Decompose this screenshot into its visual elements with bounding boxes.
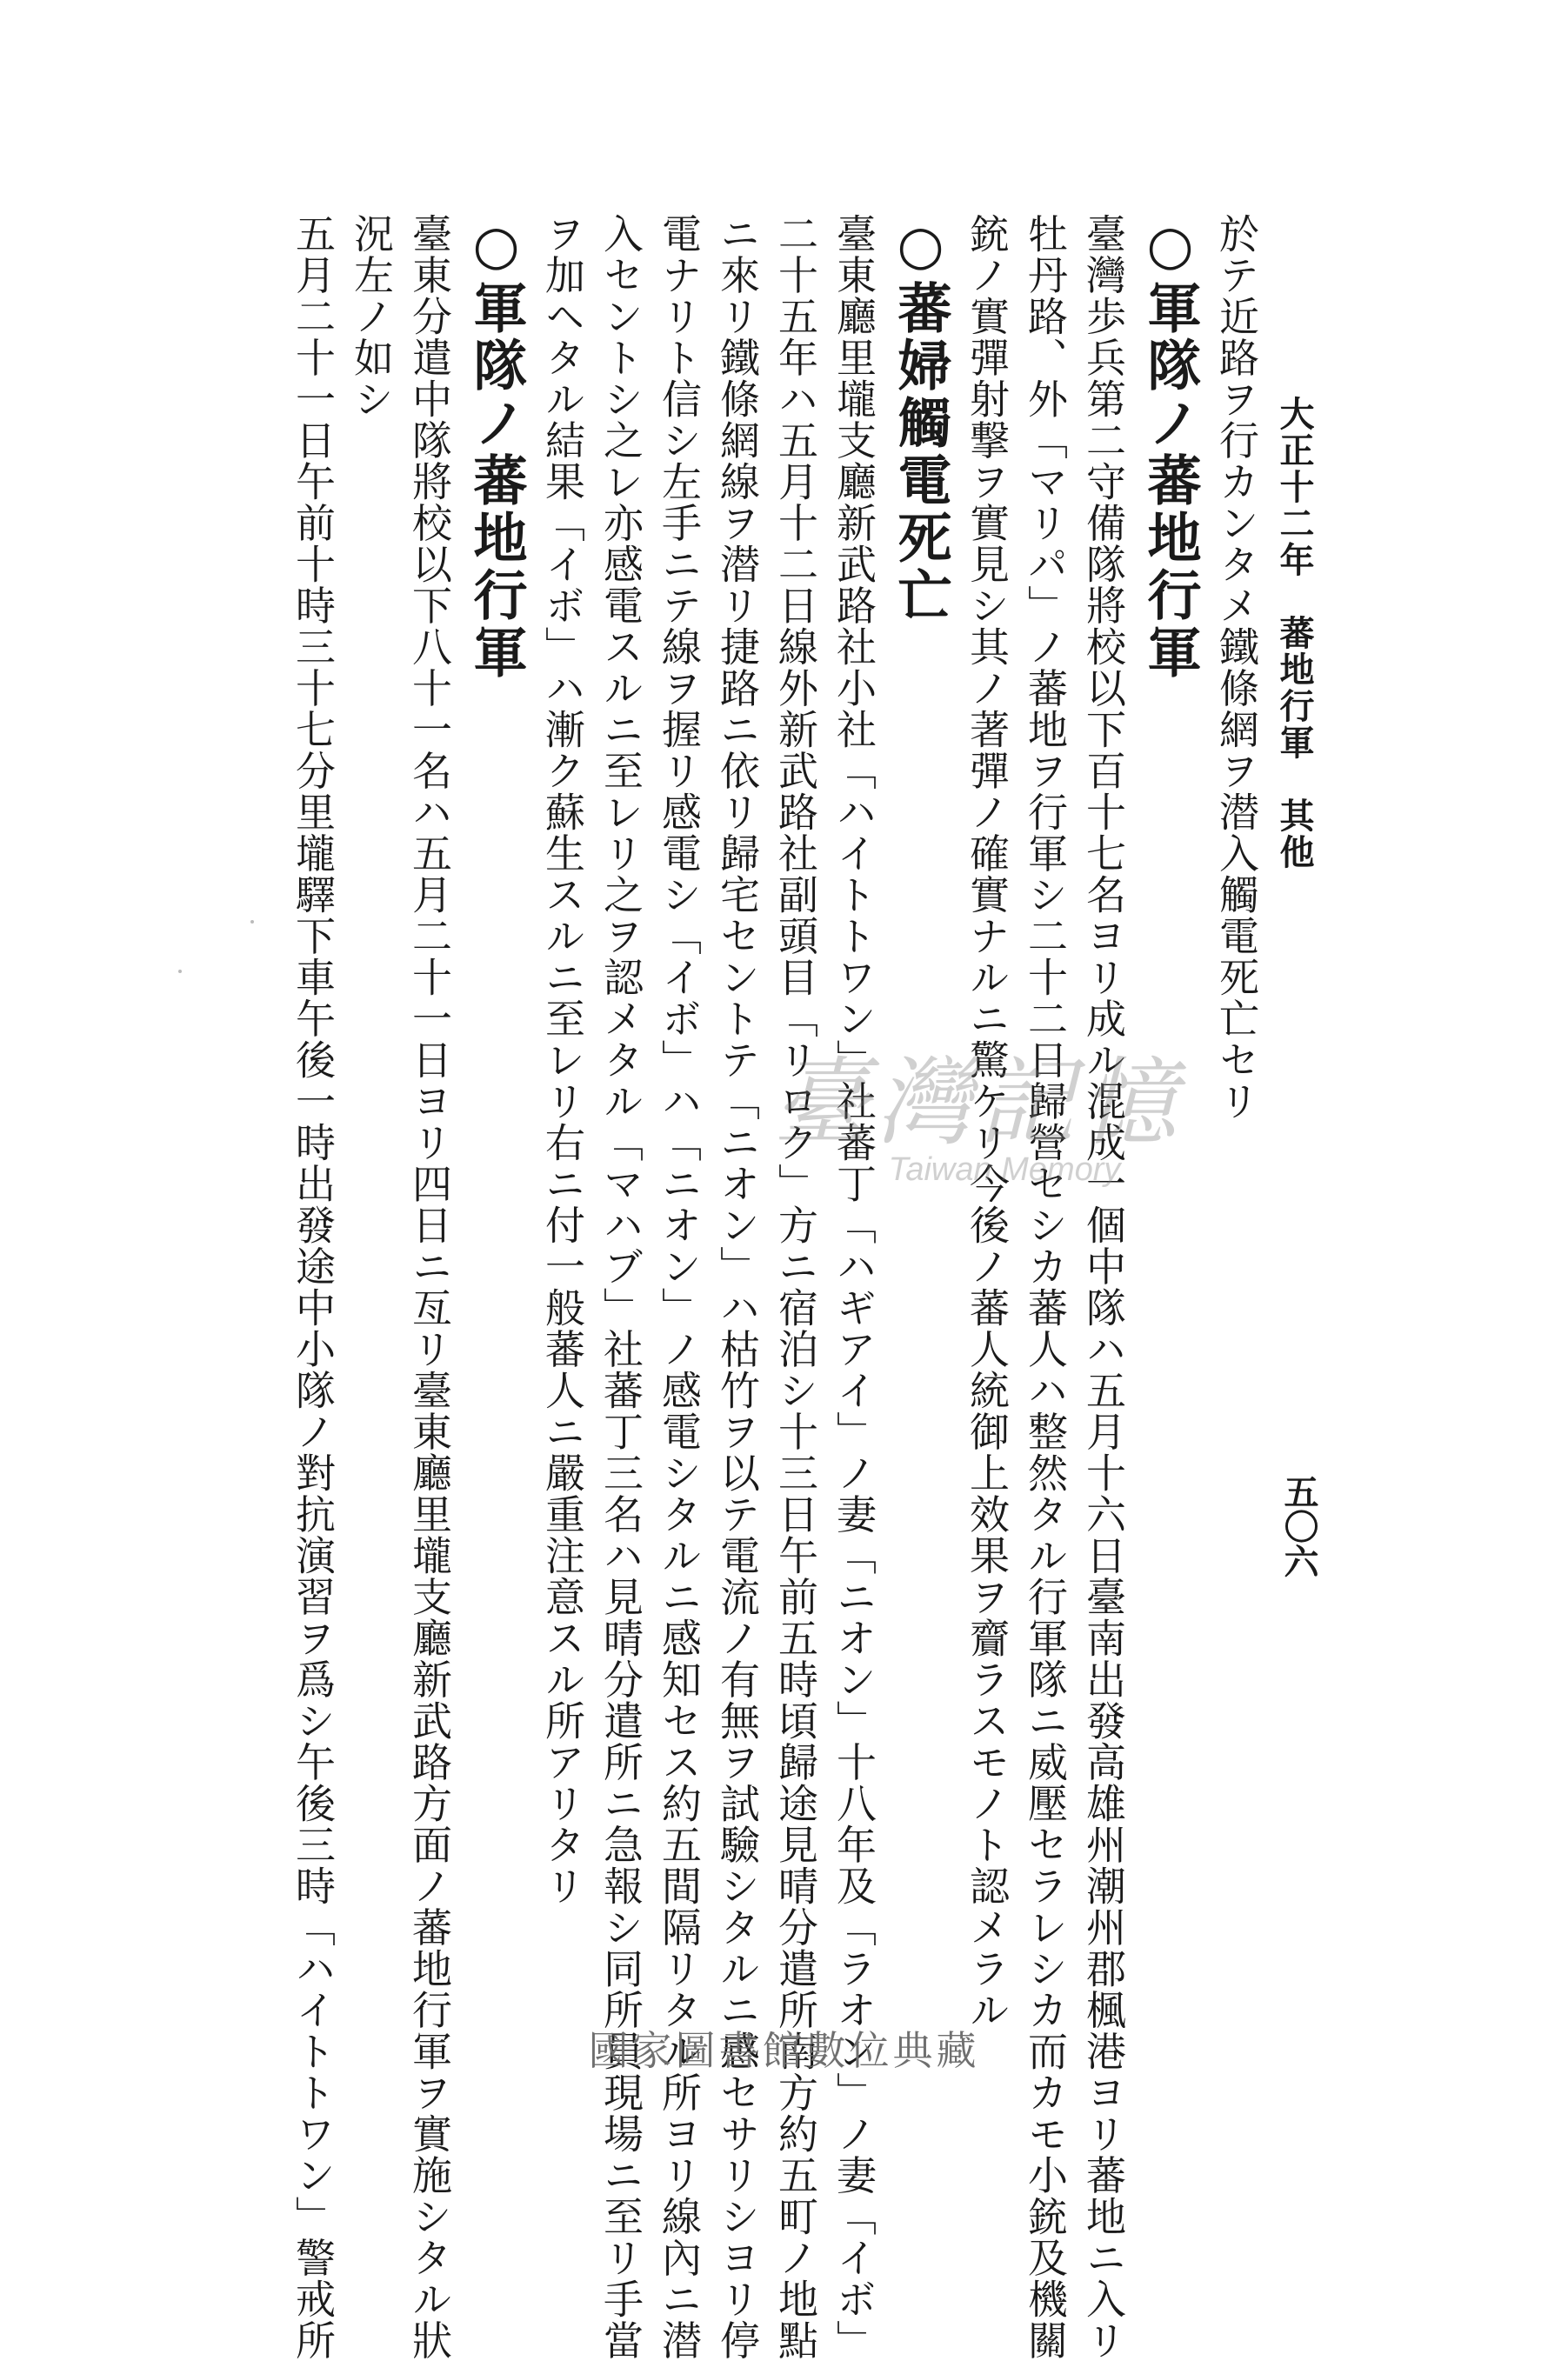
scan-speck [250,920,254,924]
page-number: 五〇六 [1278,1474,1318,1578]
text-line: 臺東分遣中隊將校以下八十一名ハ五月二十一日ヨリ四日ニ亙リ臺東廳里壠支廳新武路方面ノ蕃地行軍ヲ實施シタル狀 [406,213,453,2361]
text-line: 臺灣歩兵第二守備隊將校以下百十七名ヨリ成ル混成一個中隊ハ五月十六日臺南出發高雄州潮州郡楓港ヨリ蕃地ニ入リ [1080,213,1127,2361]
text-line: 五月二十一日午前十時三十七分里壠驛下車午後一時出發途中小隊ノ對抗演習ヲ爲シ午後三時「ハイトトワン」警戒所 [290,213,337,2361]
text-line: 電ナリト信シ左手ニテ線ヲ握リ感電シ「イボ」ハ「ニオン」ノ感電シタルニ感知セス約五間隔リタル所ヨリ線內ニ潜 [656,213,703,2361]
text-line: 銃ノ實彈射撃ヲ實見シ其ノ著彈ノ確實ナルニ驚ケリ今後ノ蕃人統御上效果ヲ齎ラスモノト認メラル [964,213,1011,2031]
text-line: ニ來リ鐵條網線ヲ潜リ捷路ニ依リ歸宅セントテ「ニオン」ハ枯竹ヲ以テ電流ノ有無ヲ試驗シタルニ感セサリシヨリ停 [714,213,761,2361]
scan-speck [178,970,182,973]
text-line: 二十五年ハ五月十二日線外新武路社副頭目「リロク」方ニ宿泊シ十三日午前五時頃歸途見晴分遣所南方約五町ノ地點 [772,213,819,2361]
text-line: 牡丹路、外「マリパ」ノ蕃地ヲ行軍シ二十二日歸營セシカ蕃人ハ整然タル行軍隊ニ威壓セラレシカ而カモ小銃及機關 [1022,213,1069,2361]
text-line: 於テ近路ヲ行カンタメ鐵條網ヲ潜入觸電死亡セリ [1213,213,1260,1122]
section-heading: ○軍隊ノ蕃地行軍 [1138,213,1202,682]
section-heading: ○軍隊ノ蕃地行軍 [464,213,528,682]
header-era: 大正十二年 [1274,396,1314,578]
watermark-chinese: 臺灣記憶 [773,1047,1184,1158]
header-section: 蕃地行軍 [1274,615,1314,761]
page-header [1270,396,1319,870]
text-line: 況左ノ如シ [348,213,395,420]
text-line: 入セントシ之レ亦感電スルニ至レリ之ヲ認メタル「マハブ」社蕃丁三名ハ見晴分遣所ニ急報シ同所員現場ニ至リ手當 [597,213,644,2361]
text-line: ヲ加ヘタル結果「イボ」ハ漸ク蘇生スルニ至レリ右ニ付一般蕃人ニ嚴重注意スル所アリタリ [539,213,586,1907]
header-other: 其他 [1274,797,1314,870]
section-heading: ○蕃婦觸電死亡 [889,213,952,624]
footer-credit: 國家圖書館數位典藏 [588,2027,980,2074]
watermark-english: Taiwan Memory [888,1151,1121,1188]
text-line: 臺東廳里壠支廳新武路社小社「ハイトトワン」社蕃丁「ハギアイ」ノ妻「ニオン」十八年及「ラオン」ノ妻「イボ」 [831,213,877,2361]
